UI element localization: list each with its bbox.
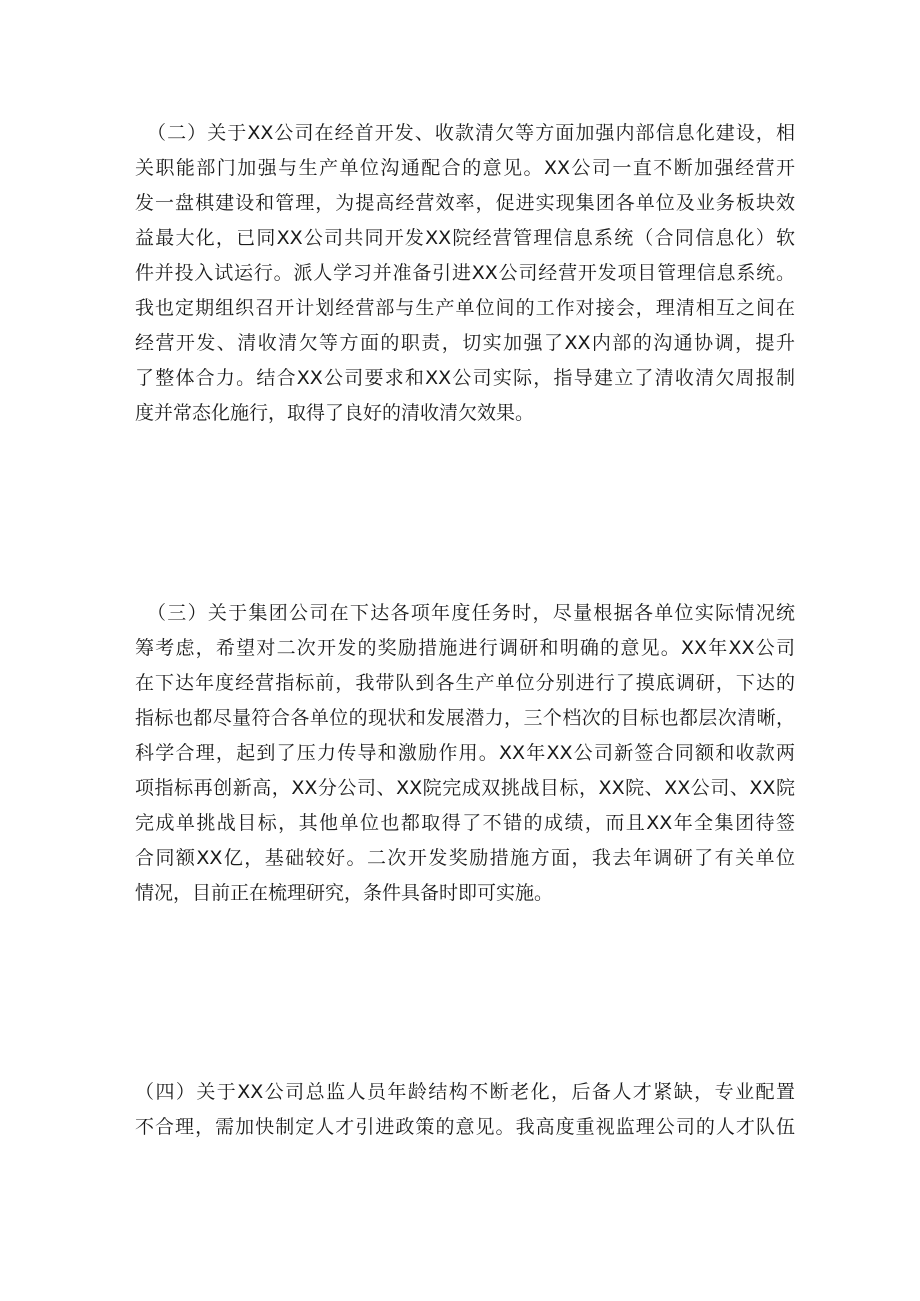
text-line: 在下达年度经营指标前，我带队到各生产单位分别进行了摸底调研，下达的 [135,672,795,694]
paragraph-section-2 [135,116,795,431]
text-line: 不合理，需加快制定人才引进政策的意见。我高度重视监理公司的人才队伍 [135,1116,795,1138]
text-line: 科学合理，起到了压力传导和激励作用。XX年XX公司新签合同额和收款两 [135,742,795,764]
text-line: 了整体合力。结合XX公司要求和XX公司实际，指导建立了清收清欠周报制 [135,367,795,389]
text-line: 益最大化，已同XX公司共同开发XX院经营管理信息系统（合同信息化）软 [135,227,795,249]
text-line: 发一盘棋建设和管理，为提高经营效率，促进实现集团各单位及业务板块效 [135,192,795,214]
text-line: 我也定期组织召开计划经营部与生产单位间的工作对接会，理清相互之间在 [135,297,795,319]
paragraph-section-3 [135,596,795,911]
text-line: 指标也都尽量符合各单位的现状和发展潜力，三个档次的目标也都层次清晰， [135,707,795,729]
text-line: 合同额XX亿，基础较好。二次开发奖励措施方面，我去年调研了有关单位 [135,847,795,869]
text-line: （三）关于集团公司在下达各项年度任务时，尽量根据各单位实际情况统 [147,602,795,624]
text-line: （四）关于XX公司总监人员年龄结构不断老化，后备人才紧缺，专业配置 [135,1081,795,1103]
text-line: 度并常态化施行，取得了良好的清收清欠效果。 [135,402,535,424]
text-line: （二）关于XX公司在经首开发、收款清欠等方面加强内部信息化建设，相 [147,122,795,144]
text-line: 项指标再创新高，XX分公司、XX院完成双挑战目标，XX院、XX公司、XX院 [135,777,795,799]
text-line: 完成单挑战目标，其他单位也都取得了不错的成绩，而且XX年全集团待签 [135,812,795,834]
text-line: 情况，目前正在梳理研究，条件具备时即可实施。 [135,882,554,904]
text-line: 件并投入试运行。派人学习并准备引进XX公司经营开发项目管理信息系统。 [135,262,795,284]
text-line: 关职能部门加强与生产单位沟通配合的意见。XX公司一直不断加强经营开 [135,157,795,179]
text-line: 经营开发、清收清欠等方面的职责，切实加强了XX内部的沟通协调，提升 [135,332,795,354]
text-line: 筹考虑，希望对二次开发的奖励措施进行调研和明确的意见。XX年XX公司 [135,637,795,659]
paragraph-section-4 [135,1075,795,1145]
